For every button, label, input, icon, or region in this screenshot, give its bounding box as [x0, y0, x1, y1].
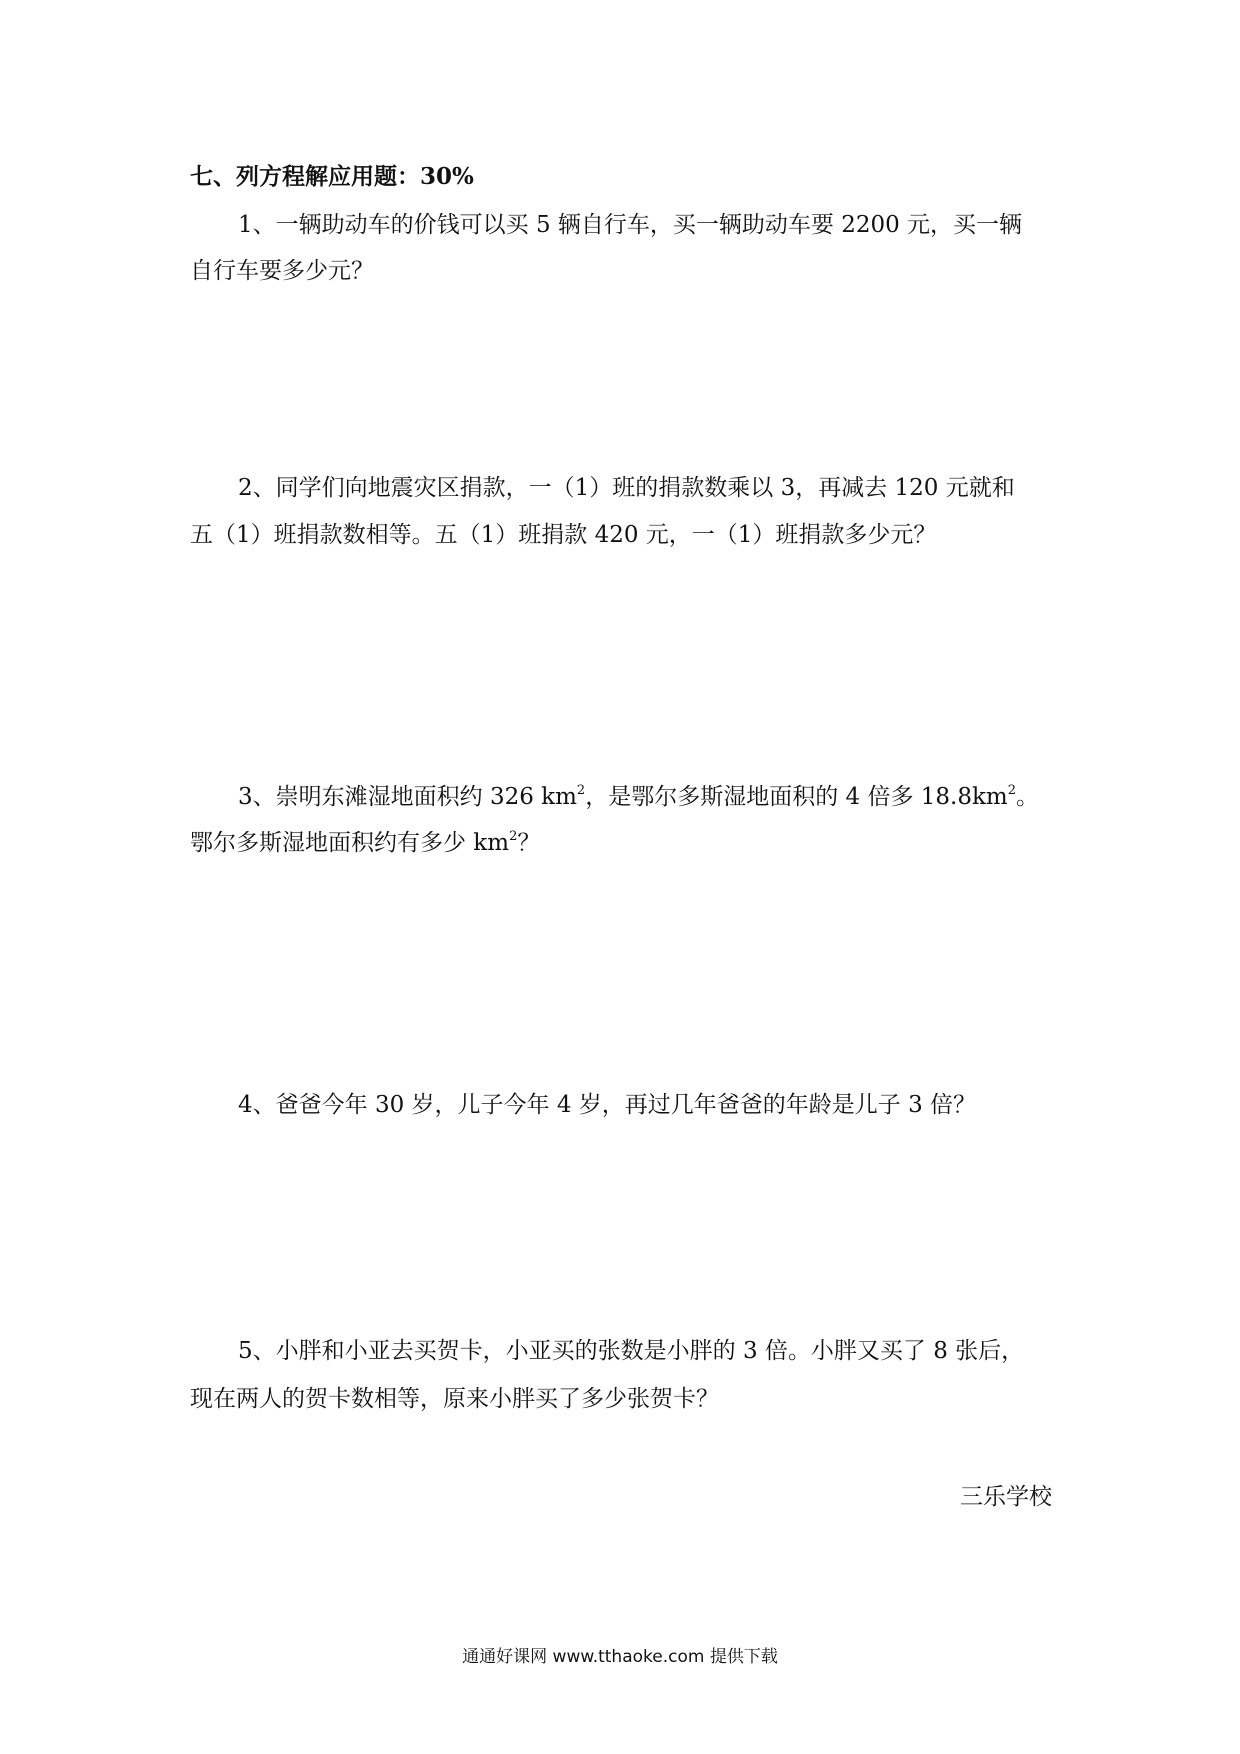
problem-3-line-2: [190, 828, 540, 858]
problem-2-line-2: 五（1）班捐款数相等。五（1）班捐款 420 元，一（1）班捐款多少元？: [190, 522, 937, 548]
problem-3-text-b: ，是鄂尔多斯湿地面积的 4 倍多 18.8km: [585, 784, 1008, 810]
section-title: 七、列方程解应用题：30%: [190, 163, 474, 190]
problem-3-sup-2: 2: [1007, 783, 1016, 798]
school-signature: 三乐学校: [960, 1484, 1052, 1510]
problem-4-line-1: 4、爸爸今年 30 岁，儿子今年 4 岁，再过几年爸爸的年龄是儿子 3 倍？: [238, 1092, 977, 1118]
problem-3-text-c: 。: [1016, 784, 1039, 810]
problem-3-text-a: 3、崇明东滩湿地面积约 326 km: [238, 784, 577, 810]
problem-1-line-1: 1、一辆助动车的价钱可以买 5 辆自行车，买一辆助动车要 2200 元，买一辆: [238, 212, 1023, 238]
problem-3-line2-sup: 2: [509, 829, 518, 844]
problem-1-line-2: 自行车要多少元？: [190, 258, 374, 284]
problem-5-line-2: 现在两人的贺卡数相等，原来小胖买了多少张贺卡？: [190, 1386, 719, 1412]
problem-3-sup-1: 2: [576, 783, 586, 798]
problem-2-line-1: 2、同学们向地震灾区捐款，一（1）班的捐款数乘以 3，再减去 120 元就和: [238, 475, 1015, 501]
problem-3-line2-text-a: 鄂尔多斯湿地面积约有多少 km: [190, 830, 510, 856]
footer-download-note: 通通好课网 www.tthaoke.com 提供下载: [462, 1647, 778, 1667]
problem-3-line2-text-b: ？: [517, 830, 541, 856]
problem-3-line-1: [238, 782, 1039, 812]
problem-5-line-1: 5、小胖和小亚去买贺卡，小亚买的张数是小胖的 3 倍。小胖又买了 8 张后，: [238, 1338, 1025, 1364]
